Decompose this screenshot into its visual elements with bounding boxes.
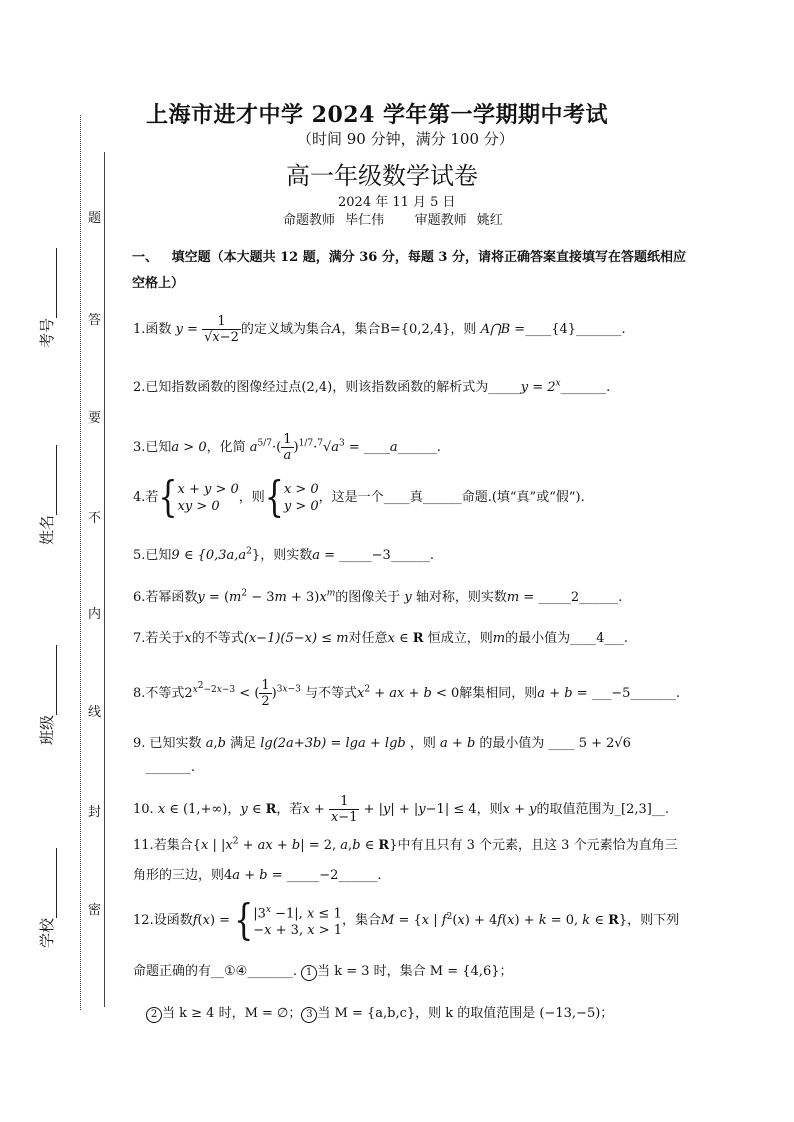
teachers xyxy=(283,209,503,228)
question-2: 2.已知指数函数的图像经过点(2,4)，则该指数函数的解析式为_____y = $2^x\_\_\_\_\_\_\_$. xyxy=(133,378,611,395)
seal-char: 线 xyxy=(88,705,102,720)
cut-line-dotted xyxy=(80,115,81,1010)
seal-char: 题 xyxy=(88,211,102,226)
q-text: 函数 xyxy=(145,322,172,337)
section-heading xyxy=(132,245,692,297)
question-11-line2: 角形的三边，则4a + b = _____−2______. xyxy=(133,868,382,883)
q-text: 的定义域为集合 xyxy=(240,322,332,337)
field-school[interactable] xyxy=(36,848,57,948)
answer[interactable]: [2,3] xyxy=(621,802,652,817)
question-5: 5.已知9 ∈ $\{0,3a,a^2\}$，则实数a = _____−3______. xyxy=(133,546,434,563)
answer[interactable]: 真 xyxy=(409,490,423,505)
reviewer-label: 审题教师 xyxy=(414,213,467,228)
question-7: 7.若关于x的不等式(x−1)(5−x) ≤ m对任意x ∈ R 恒成立，则m的最小值为____4___. xyxy=(133,631,629,646)
answer[interactable]: a xyxy=(389,440,398,455)
question-9: 9. 已知实数 a,b 满足 lg(2a+3b) = lga + lgb ，则 a + b 的最小值为 ____ 5 + 2√6 xyxy=(133,736,631,751)
exam-subtitle: （时间 90 分钟，满分 100 分） xyxy=(297,130,514,148)
answer[interactable]: {4} xyxy=(551,322,577,337)
question-3: 3.已知a > 0，化简 $a^{5/7}\cdot$( $\frac{1}{a}$ )$^{1/7}\cdot^7√a^3$ = ____a______. xyxy=(133,432,441,463)
question-10: 10. x ∈ (1,+∞)，y ∈ R，若x + $\frac{1}{x-1}$ + |y| + |y−1| ≤ 4，则x + y的取值范围为_[2,3]__. xyxy=(133,794,670,825)
seal-line xyxy=(104,152,105,1007)
question-12: 12.设函数$f(x) = \{|3^x -1|$, x ≤ 1 −x + 3, x > 1，集合M = {x | $f^2(x) + 4f(x) + k = 0$, k ∈ R}，则下列 xyxy=(133,896,680,946)
answer[interactable]: −2 xyxy=(319,868,339,883)
q-math: B={0,2,4} xyxy=(380,322,451,337)
field-class[interactable] xyxy=(36,645,57,745)
exam-name: 高一年级数学试卷 xyxy=(286,162,478,190)
q-math: A⋂B = xyxy=(480,322,526,337)
seal-char: 要 xyxy=(88,411,102,426)
question-9-blank: _______. xyxy=(133,760,196,775)
question-1: 1.函数 y = $\frac{1}{√x-2}$ 的定义域为集合A，集合B={0,2,4}，则 A⋂B =____{4}_______. xyxy=(133,314,626,345)
q-num: 1. xyxy=(133,322,146,337)
q-text: ，集合 xyxy=(341,322,381,337)
seal-char: 内 xyxy=(88,607,102,622)
answer[interactable]: y = 2 xyxy=(520,380,556,395)
seal-char: 封 xyxy=(88,805,102,820)
reviewer: 姚红 xyxy=(476,213,503,228)
question-12-line3: 2 当 k ≥ 4 时，M = ∅； 3 当 M = {a,b,c}，则 k 的取值范围是 (−13,−5)； xyxy=(146,1002,613,1023)
option-1: 当 k = 3 时，集合 M = {4,6}； xyxy=(317,964,513,979)
field-label: 班级 xyxy=(38,714,56,745)
seal-char: 不 xyxy=(88,511,102,526)
question-11: 11.若集合{x | $|x^2$ + ax + b| = 2, a,b ∈ R}中有且只有 3 个元素，且这 3 个元素恰为直角三 xyxy=(133,836,678,853)
option-2: 当 k ≥ 4 时，M = ∅； xyxy=(162,1006,302,1021)
answer[interactable]: 4 xyxy=(596,631,605,646)
seal-char: 答 xyxy=(88,313,102,328)
question-12-line2: 命题正确的有__①④_______. 1 当 k = 3 时，集合 M = {4,6}； xyxy=(133,964,513,979)
exam-date: 2024 年 11 月 5 日 xyxy=(338,195,456,210)
field-label: 考号 xyxy=(38,317,56,348)
answer[interactable]: ①④ xyxy=(224,964,248,979)
setter: 毕仁伟 xyxy=(345,213,385,228)
answer[interactable]: −3 xyxy=(371,548,391,563)
field-label: 姓名 xyxy=(38,514,56,545)
answer[interactable]: 5 + 2√6 xyxy=(578,736,631,751)
question-6: 6.若幂函数$y = (m^2 - 3m + 3)x^m$的图像关于 y 轴对称，则实数m = _____2______. xyxy=(133,588,623,605)
field-name[interactable] xyxy=(36,445,57,545)
question-8: 8.不等式$2^{x^2-2x-3}$ < ( $\frac{1}{2}$ )$^{3x-3}$ 与不等式$x^2$ + ax + b < 0解集相同，则a + b = ___−5_______. xyxy=(133,678,681,709)
field-label: 学校 xyxy=(38,917,56,948)
exam-title: 上海市进才中学 2024 学年第一学期期中考试 xyxy=(146,102,609,128)
section-title: 填空题（本大题共 12 题，满分 36 分，每题 3 分，请将正确答案直接填写在答题纸相应空格上） xyxy=(132,250,686,291)
section-number: 一、 xyxy=(132,250,159,265)
answer[interactable]: −5 xyxy=(611,686,631,701)
q-text: ，则 xyxy=(450,322,477,337)
seal-char: 密 xyxy=(88,903,102,918)
option-3: 当 M = {a,b,c}，则 k 的取值范围是 (−13,−5)； xyxy=(317,1006,614,1021)
field-exam-number[interactable] xyxy=(36,248,57,348)
answer[interactable]: 2 xyxy=(570,590,580,605)
question-4: 4.若{x + y > 0 xy > 0，则{x > 0 y > 0，这是一个____真______命题.(填“真”或“假”). xyxy=(133,473,585,522)
setter-label: 命题教师 xyxy=(283,213,336,228)
